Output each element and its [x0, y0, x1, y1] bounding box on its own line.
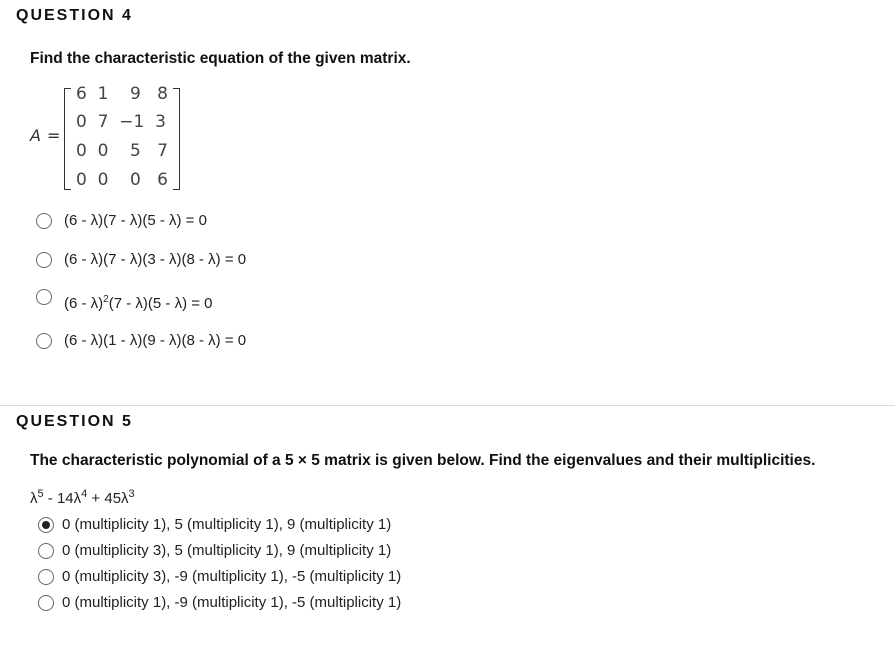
radio-button[interactable]	[36, 289, 52, 305]
matrix-row: 0 7 −1 3	[76, 112, 166, 132]
question-divider	[0, 405, 895, 406]
option-label	[64, 294, 213, 312]
matrix-label: A	[30, 126, 41, 145]
option-label: 0 (multiplicity 1), -9 (multiplicity 1), -5 (multiplicity 1)	[62, 594, 402, 611]
radio-button[interactable]	[38, 569, 54, 585]
poly-term: + 45λ	[87, 490, 129, 507]
q4-option-1[interactable]	[36, 212, 207, 229]
q5-option-4[interactable]	[38, 594, 401, 611]
poly-term: - 14λ	[43, 490, 82, 507]
option-label-part: (7 - λ)(5 - λ) = 0	[108, 295, 213, 312]
poly-term: λ	[30, 490, 38, 507]
matrix-equals: =	[47, 126, 61, 145]
radio-button[interactable]	[38, 595, 54, 611]
q4-option-4[interactable]	[36, 332, 246, 349]
question-5-prompt: The characteristic polynomial of a 5 × 5 matrix is given below. Find the eigenvalues and their multiplicities.	[30, 452, 816, 469]
matrix-row: 0 0 5 7	[76, 141, 168, 161]
radio-button[interactable]	[36, 213, 52, 229]
option-label: (6 - λ)(7 - λ)(3 - λ)(8 - λ) = 0	[64, 251, 247, 268]
radio-button[interactable]	[38, 543, 54, 559]
radio-button-selected[interactable]	[38, 517, 54, 533]
poly-exponent: 4	[81, 488, 88, 500]
characteristic-polynomial	[30, 488, 135, 507]
option-exponent: 2	[103, 294, 109, 305]
q5-option-3[interactable]	[38, 568, 401, 585]
matrix-row: 0 0 0 6	[76, 170, 168, 190]
radio-button[interactable]	[36, 252, 52, 268]
q5-option-1[interactable]	[38, 516, 391, 533]
q5-option-2[interactable]	[38, 542, 391, 559]
question-4-prompt: Find the characteristic equation of the given matrix.	[30, 50, 411, 67]
question-4-heading: QUESTION 4	[16, 7, 133, 24]
option-label: 0 (multiplicity 3), 5 (multiplicity 1), 9 (multiplicity 1)	[62, 542, 392, 559]
matrix-right-bracket	[173, 88, 180, 190]
option-label: 0 (multiplicity 1), 5 (multiplicity 1), 9 (multiplicity 1)	[62, 516, 392, 533]
poly-exponent: 3	[128, 488, 135, 500]
matrix-left-bracket	[64, 88, 71, 190]
option-label-part: (6 - λ)	[64, 295, 104, 312]
option-label: (6 - λ)(1 - λ)(9 - λ)(8 - λ) = 0	[64, 332, 247, 349]
option-label: 0 (multiplicity 3), -9 (multiplicity 1), -5 (multiplicity 1)	[62, 568, 402, 585]
question-5-heading: QUESTION 5	[16, 413, 133, 430]
matrix-row: 6 1 9 8	[76, 84, 168, 104]
poly-exponent: 5	[37, 488, 44, 500]
option-label: (6 - λ)(7 - λ)(5 - λ) = 0	[64, 212, 207, 229]
radio-button[interactable]	[36, 333, 52, 349]
q4-option-2[interactable]	[36, 251, 246, 268]
q4-option-3[interactable]	[36, 288, 213, 312]
